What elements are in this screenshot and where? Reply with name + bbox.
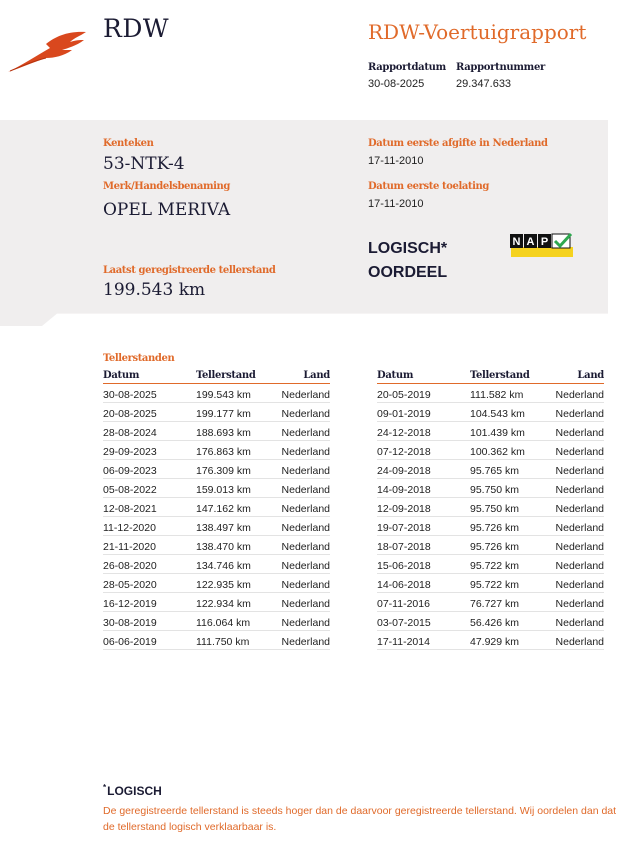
table-row [103, 498, 330, 517]
readings-table-left [103, 370, 330, 650]
reading-km: 176.309 km [196, 465, 251, 477]
nap-letter-p: P [540, 236, 549, 248]
nap-check-icon [509, 233, 575, 259]
reading-date: 18-07-2018 [377, 541, 431, 553]
reading-km: 188.693 km [196, 427, 251, 439]
reading-km: 159.013 km [196, 484, 251, 496]
reading-km: 134.746 km [196, 560, 251, 572]
reading-date: 30-08-2019 [103, 617, 157, 629]
reading-km: 47.929 km [470, 636, 520, 648]
reading-country: Nederland [555, 598, 604, 610]
reading-date: 24-09-2018 [377, 465, 431, 477]
reading-country: Nederland [281, 541, 330, 553]
reading-date: 26-08-2020 [103, 560, 157, 572]
table-row [377, 555, 604, 574]
table-row [103, 517, 330, 536]
reading-country: Nederland [281, 560, 330, 572]
reading-country: Nederland [281, 636, 330, 648]
table-row [377, 441, 604, 460]
verdict-line-2: OORDEEL [368, 264, 448, 281]
report-date-label: Rapportdatum [368, 62, 446, 73]
reading-country: Nederland [555, 389, 604, 401]
table-row [377, 536, 604, 555]
reading-country: Nederland [281, 465, 330, 477]
table-row [377, 517, 604, 536]
reading-country: Nederland [281, 617, 330, 629]
reading-km: 122.935 km [196, 579, 251, 591]
col-date-header: Datum [103, 370, 140, 381]
table-row [103, 441, 330, 460]
table-header [377, 370, 604, 384]
reading-date: 11-12-2020 [103, 522, 156, 534]
reading-country: Nederland [281, 446, 330, 458]
reading-country: Nederland [555, 636, 604, 648]
report-date: 30-08-2025 [368, 78, 425, 90]
reading-km: 104.543 km [470, 408, 525, 420]
col-km-header: Tellerstand [196, 370, 256, 381]
reading-country: Nederland [555, 465, 604, 477]
reading-km: 95.726 km [470, 541, 520, 553]
reading-date: 12-09-2018 [377, 503, 431, 515]
table-row [103, 574, 330, 593]
reading-date: 15-06-2018 [377, 560, 431, 572]
reading-km: 95.750 km [470, 503, 520, 515]
reading-km: 76.727 km [470, 598, 520, 610]
table-row [377, 593, 604, 612]
reading-date: 14-06-2018 [377, 579, 431, 591]
reading-country: Nederland [555, 617, 604, 629]
readings-title: Tellerstanden [103, 353, 175, 364]
reading-date: 29-09-2023 [103, 446, 157, 458]
nap-letter-n: N [512, 236, 521, 248]
table-row [103, 460, 330, 479]
reading-date: 05-08-2022 [103, 484, 157, 496]
readings-table-right [377, 370, 604, 650]
reading-country: Nederland [555, 427, 604, 439]
reading-date: 24-12-2018 [377, 427, 431, 439]
reading-country: Nederland [555, 541, 604, 553]
reading-country: Nederland [281, 389, 330, 401]
col-land-header: Land [577, 370, 604, 381]
report-title: RDW-Voertuigrapport [368, 20, 587, 44]
table-row [103, 536, 330, 555]
table-row [103, 593, 330, 612]
footnote-text: De geregistreerde tellerstand is steeds hoger dan de daarvoor geregistreerde tellerstand. Wij oordelen dan dat de tellerstand logisch verklaarbaar is. [103, 805, 617, 833]
reading-date: 28-05-2020 [103, 579, 157, 591]
reading-country: Nederland [281, 484, 330, 496]
last-odometer-label: Laatst geregistreerde tellerstand [103, 265, 276, 276]
reading-km: 176.863 km [196, 446, 251, 458]
reading-country: Nederland [281, 579, 330, 591]
reading-date: 03-07-2015 [377, 617, 431, 629]
table-row [103, 403, 330, 422]
first-admission-label: Datum eerste toelating [368, 181, 489, 192]
table-row [103, 479, 330, 498]
reading-date: 14-09-2018 [377, 484, 431, 496]
nap-letter-a: A [526, 236, 535, 248]
reading-date: 28-08-2024 [103, 427, 157, 439]
reading-country: Nederland [555, 560, 604, 572]
reading-country: Nederland [555, 503, 604, 515]
table-row [103, 631, 330, 650]
reading-km: 138.470 km [196, 541, 251, 553]
table-header [103, 370, 330, 384]
first-admission-value: 17-11-2010 [368, 198, 424, 210]
col-date-header: Datum [377, 370, 414, 381]
reading-date: 12-08-2021 [103, 503, 157, 515]
col-km-header: Tellerstand [470, 370, 530, 381]
reading-date: 21-11-2020 [103, 541, 156, 553]
reading-country: Nederland [281, 598, 330, 610]
make-label: Merk/Handelsbenaming [103, 181, 231, 192]
reading-date: 30-08-2025 [103, 389, 157, 401]
reading-km: 95.765 km [470, 465, 520, 477]
reading-date: 20-08-2025 [103, 408, 157, 420]
reading-km: 199.543 km [196, 389, 251, 401]
verdict-line-1: LOGISCH* [368, 240, 448, 257]
report-number: 29.347.633 [456, 78, 512, 90]
first-registration-nl-value: 17-11-2010 [368, 155, 424, 167]
col-land-header: Land [303, 370, 330, 381]
reading-km: 111.582 km [470, 389, 524, 401]
reading-country: Nederland [555, 579, 604, 591]
table-row [377, 422, 604, 441]
reading-km: 199.177 km [196, 408, 251, 420]
reading-country: Nederland [555, 408, 604, 420]
brand-name: RDW [103, 14, 170, 43]
reading-date: 06-06-2019 [103, 636, 157, 648]
table-row [377, 498, 604, 517]
reading-country: Nederland [555, 522, 604, 534]
footnote-title-text: LOGISCH [107, 784, 162, 798]
table-row [377, 384, 604, 403]
table-row [377, 612, 604, 631]
reading-date: 20-05-2019 [377, 389, 431, 401]
reading-country: Nederland [555, 484, 604, 496]
reading-km: 116.064 km [196, 617, 251, 629]
last-odometer-value: 199.543 km [103, 280, 206, 300]
table-row [103, 612, 330, 631]
reading-country: Nederland [281, 503, 330, 515]
vehicle-info-panel [0, 120, 608, 326]
plate-label: Kenteken [103, 138, 154, 149]
report-number-label: Rapportnummer [456, 62, 545, 73]
verdict [368, 237, 447, 285]
make-value: OPEL MERIVA [103, 200, 231, 220]
reading-country: Nederland [281, 522, 330, 534]
footnote-title [103, 783, 162, 798]
first-registration-nl-label: Datum eerste afgifte in Nederland [368, 138, 548, 149]
table-row [103, 384, 330, 403]
reading-date: 19-07-2018 [377, 522, 431, 534]
reading-date: 06-09-2023 [103, 465, 157, 477]
reading-date: 17-11-2014 [377, 636, 430, 648]
reading-date: 07-12-2018 [377, 446, 431, 458]
reading-km: 95.722 km [470, 579, 520, 591]
table-row [377, 631, 604, 650]
reading-country: Nederland [281, 427, 330, 439]
reading-km: 100.362 km [470, 446, 525, 458]
reading-km: 111.750 km [196, 636, 250, 648]
reading-country: Nederland [555, 446, 604, 458]
table-row [377, 479, 604, 498]
reading-km: 122.934 km [196, 598, 251, 610]
footnote-marker: * [103, 783, 107, 792]
plate-value: 53-NTK-4 [103, 154, 185, 174]
table-row [103, 422, 330, 441]
reading-km: 138.497 km [196, 522, 251, 534]
table-row [377, 460, 604, 479]
reading-date: 07-11-2016 [377, 598, 430, 610]
table-row [103, 555, 330, 574]
table-row [377, 403, 604, 422]
reading-country: Nederland [281, 408, 330, 420]
reading-km: 95.726 km [470, 522, 520, 534]
reading-km: 147.162 km [196, 503, 251, 515]
reading-km: 95.722 km [470, 560, 520, 572]
reading-date: 16-12-2019 [103, 598, 157, 610]
reading-date: 09-01-2019 [377, 408, 431, 420]
reading-km: 56.426 km [470, 617, 520, 629]
rdw-feather-logo-icon [6, 28, 90, 74]
reading-km: 95.750 km [470, 484, 520, 496]
table-row [377, 574, 604, 593]
reading-km: 101.439 km [470, 427, 525, 439]
